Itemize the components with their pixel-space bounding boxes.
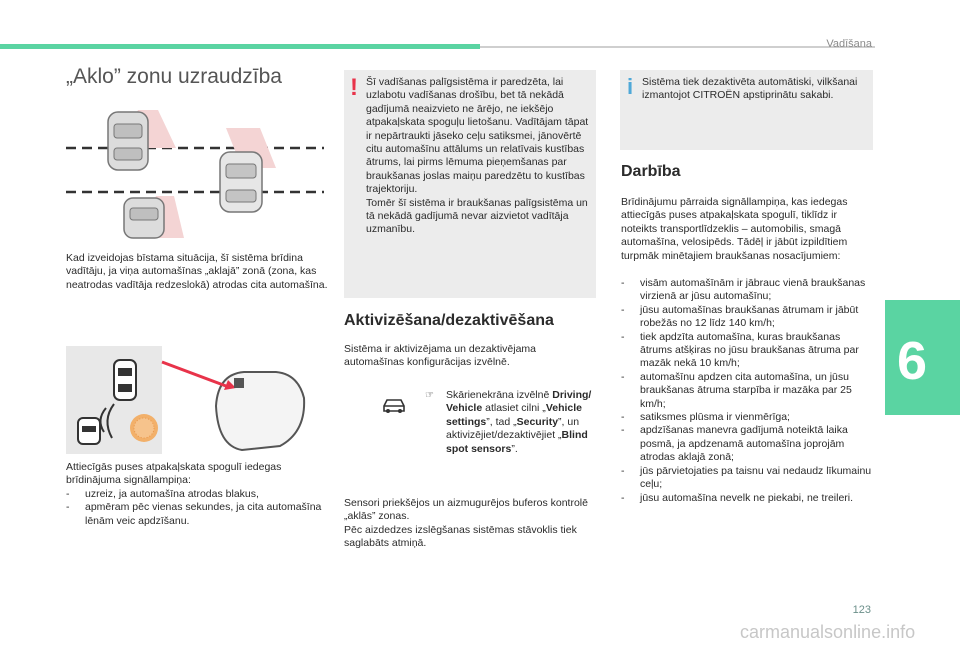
header-accent-bar — [0, 44, 480, 49]
signal-list — [66, 488, 328, 528]
heading-activation: Aktivizēšana/dezaktivēšana — [344, 312, 554, 329]
warning-icon: ! — [350, 74, 358, 101]
sensors-paragraph: Sensori priekšējos un aizmugurējos buferos kontrolē „aklās” zonas. — [344, 497, 588, 523]
info-icon: i — [627, 74, 634, 99]
tab-vehicle-settings: Vehicle settings — [446, 402, 583, 428]
intro-paragraph: Kad izveidojas bīstama situācija, šī sistēma brīdina vadītāju, ja viņa automašīnas „aklajā” zonā (zona, kas neatrodas vadītāja redzeslokā) atrodas cita automašīna. — [66, 252, 328, 291]
memory-paragraph: Pēc aizdedzes izslēgšanas sistēmas stāvoklis tiek saglabāts atmiņā. — [344, 523, 577, 550]
section-title: Vadīšana — [826, 38, 872, 50]
list-item: - jūsu automašīnas braukšanas ātrumam ir jābūt robežās no 12 līdz 140 km/h; — [621, 304, 873, 331]
watermark: carmanualsonline.info — [740, 622, 916, 642]
page-title: „Aklo” zonu uzraudzība — [66, 65, 282, 88]
step-text: atlasiet cilni „ — [482, 402, 546, 415]
warning-paragraph: Šī vadīšanas palīgsistēma ir paredzēta, lai uzlabotu vadīšanas drošību, bet tā nekādā gadījumā neaizvieto ne ārējo, ne iekšējo atpakaļskata spoguļu lietošanu. Vadītājam tāpat ir nepārtraukti jāseko ceļu satiksmei, jānovērtē citu automašīnu attālums un relatīvais kustības ātrums, lai pirms lēmuma pieņemšanas par braukšanas joslas maiņu paredzētu to kustības trajektoriju. — [366, 76, 589, 196]
conditions-list — [621, 277, 873, 505]
info-text: Sistēma tiek dezaktivēta automātiski, vilkšanai izmantojot CITROËN apstiprinātu sakabi. — [642, 76, 858, 102]
list-item: - apmēram pēc vienas sekundes, ja cita automašīna lēnām veic apdzīšanu. — [66, 501, 328, 528]
step-text: ”, un aktivizējiet/dezaktivējiet „ — [446, 415, 580, 442]
activation-text: Sistēma ir aktivizējama un dezaktivējama automašīnas konfigurācijas izvēlnē. — [344, 343, 536, 369]
page-number: 123 — [852, 604, 871, 616]
step-text: ”. — [511, 442, 518, 455]
car-menu-icon — [382, 396, 406, 414]
touch-icon: ☞ — [425, 390, 434, 401]
list-item: - apdzīšanas manevra gadījumā noteiktā laika posmā, ja apdzenamā automašīna joprojām atrodas aklajā zonā; — [621, 424, 873, 464]
list-item: - jūs pārvietojaties pa taisnu vai nedaudz līkumainu ceļu; — [621, 465, 873, 492]
step-text: ”, tad „ — [486, 415, 517, 428]
car-left-top — [108, 112, 148, 170]
activation-step — [446, 389, 596, 456]
tab-security: Security — [516, 415, 559, 428]
warning-text — [366, 76, 592, 237]
signal-intro: Attiecīgās puses atpakaļskata spogulī iedegas brīdinājuma signāllampiņa: — [66, 461, 282, 487]
header-rule — [480, 46, 875, 48]
mirror-warning-illustration — [66, 346, 336, 456]
list-item: - visām automašīnām ir jābrauc vienā braukšanas virzienā ar jūsu automašīnu; — [621, 277, 873, 304]
list-item: - tiek apdzīta automašīna, kuras braukšanas ātrums atšķiras no jūsu braukšanas ātruma par mazāk nekā 10 km/h; — [621, 331, 873, 371]
heading-operation: Darbība — [621, 163, 681, 180]
operation-intro: Brīdinājumu pārraida signāllampiņa, kas iedegas attiecīgās puses atpakaļskata spogulī, tiklīdz ir noteikts transportlīdzeklis – automobilis, smagā automašīna, velosipēds. Tādēļ ir jābūt izpildītiem turpmāk minētajiem braukšanas nosacījumiem: — [621, 196, 848, 262]
option-blind-spot-sensors: Blind spot sensors — [446, 429, 588, 455]
step-text: Skārienekrāna izvēlnē — [446, 389, 553, 401]
list-item: - satiksmes plūsma ir vienmērīga; — [621, 411, 873, 424]
list-item: - uzreiz, ja automašīna atrodas blakus, — [66, 488, 328, 501]
list-item: - automašīnu apdzen cita automašīna, un jūsu braukšanas ātruma starpība ir mazāka par 25 km/h; — [621, 371, 873, 411]
menu-driving-vehicle: Driving/ Vehicle — [446, 389, 592, 415]
blind-spot-illustration — [66, 108, 326, 240]
warning-paragraph-2: Tomēr šī sistēma ir braukšanas palīgsistēma un tā nekādā gadījumā nevar aizvietot vadītāja uzmanību. — [366, 196, 588, 236]
sensors-text — [344, 497, 596, 551]
chapter-number: 6 — [897, 331, 928, 391]
list-item: - jūsu automašīna nevelk ne piekabi, ne treileri. — [621, 492, 873, 505]
